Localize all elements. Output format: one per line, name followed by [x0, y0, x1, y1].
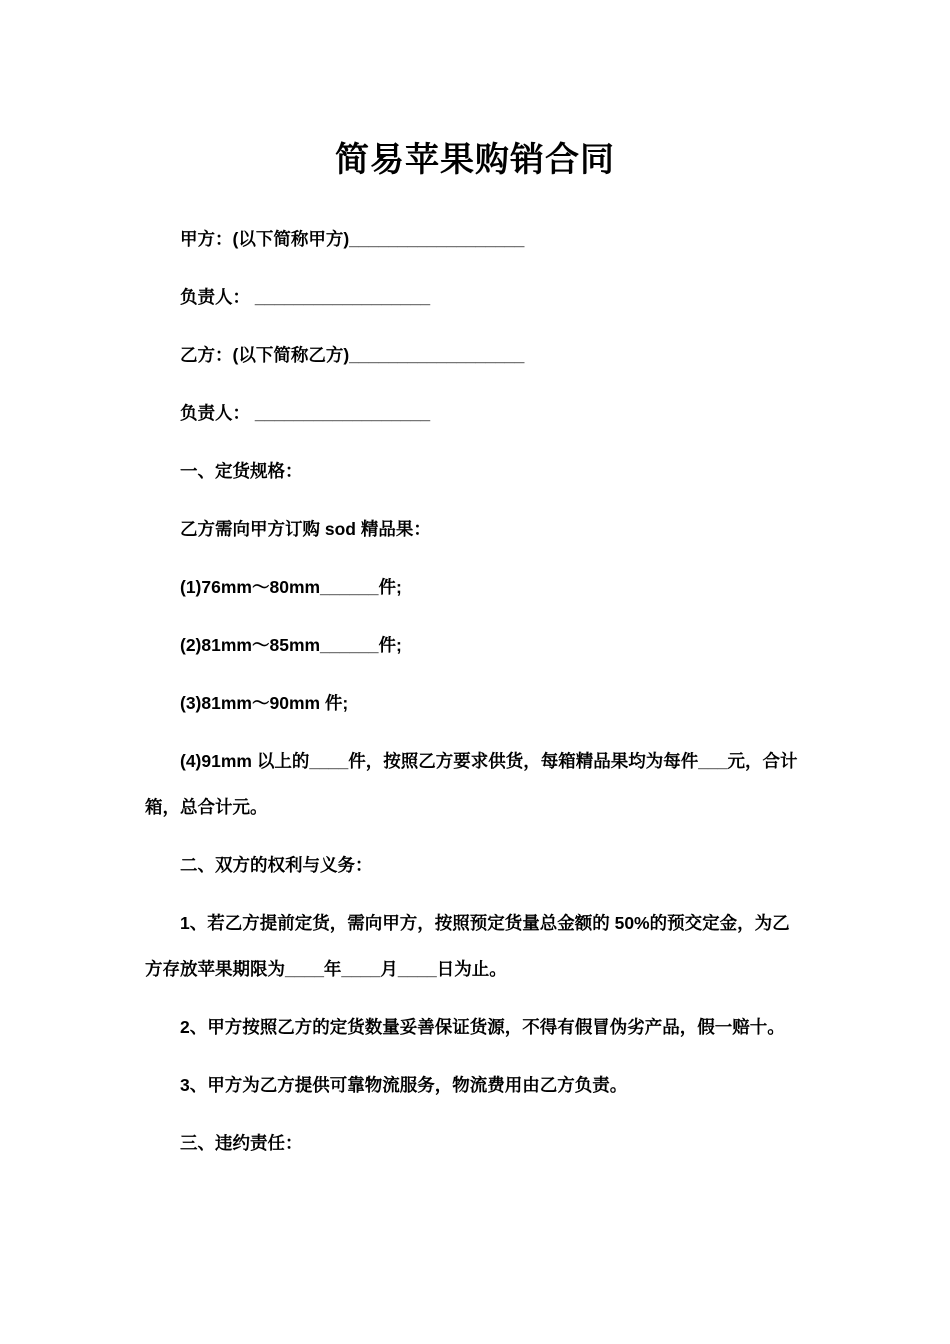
document-body — [145, 216, 805, 1166]
paragraph: (4)91mm 以上的____件，按照乙方要求供货，每箱精品果均为每件___元，合计箱，总合计元。 — [145, 751, 798, 818]
paragraph: (3)81mm～90mm 件; — [180, 693, 349, 714]
paragraph: 乙方需向甲方订购 sod 精品果： — [180, 519, 431, 540]
paragraph: 甲方：(以下简称甲方)__________________ — [180, 229, 525, 250]
paragraph: 1、若乙方提前定货，需向甲方，按照预定货量总金额的 50%的预交定金，为乙方存放苹果期限为____年____月____日为止。 — [145, 913, 790, 980]
paragraph: (2)81mm～85mm______件; — [180, 635, 402, 656]
paragraph: 2、甲方按照乙方的定货数量妥善保证货源，不得有假冒伪劣产品，假一赔十。 — [180, 1017, 785, 1038]
paragraph: 乙方：(以下简称乙方)__________________ — [180, 345, 525, 366]
document-title: 简易苹果购销合同 — [335, 141, 615, 179]
paragraph: 负责人： __________________ — [180, 403, 431, 424]
paragraph: 三、违约责任： — [180, 1133, 303, 1154]
paragraph: 3、甲方为乙方提供可靠物流服务，物流费用由乙方负责。 — [180, 1075, 628, 1096]
paragraph: (1)76mm～80mm______件; — [180, 577, 402, 598]
paragraph: 二、双方的权利与义务： — [180, 855, 373, 876]
paragraph: 一、定货规格： — [180, 461, 303, 482]
paragraph: 负责人： __________________ — [180, 287, 431, 308]
